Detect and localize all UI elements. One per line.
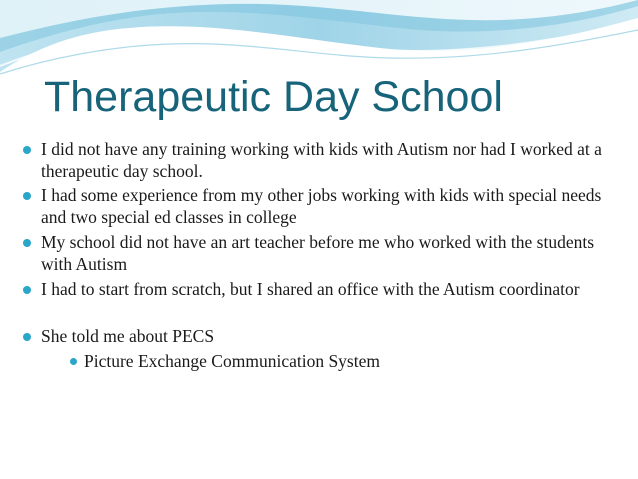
bullet-text: I did not have any training working with kids with Autism nor had I worked at a therapeutic day school. xyxy=(41,139,602,181)
bullet-dot-icon xyxy=(23,146,31,154)
bullet-dot-icon xyxy=(23,239,31,247)
bullet-text: I had to start from scratch, but I shared an office with the Autism coordinator xyxy=(41,279,580,299)
bullet-dot-icon xyxy=(23,333,31,341)
slide-title: Therapeutic Day School xyxy=(44,73,503,121)
bullet-text: She told me about PECS xyxy=(41,326,215,346)
bullet-text: Picture Exchange Communication System xyxy=(84,351,380,371)
bullet-dot-icon xyxy=(23,192,31,200)
bullet-dot-icon xyxy=(23,286,31,294)
bullet-text: I had some experience from my other jobs working with kids with special needs and two special ed classes in college xyxy=(41,185,602,227)
bullet-dot-icon xyxy=(70,358,77,365)
bullet-text: My school did not have an art teacher before me who worked with the students with Autism xyxy=(41,232,595,274)
